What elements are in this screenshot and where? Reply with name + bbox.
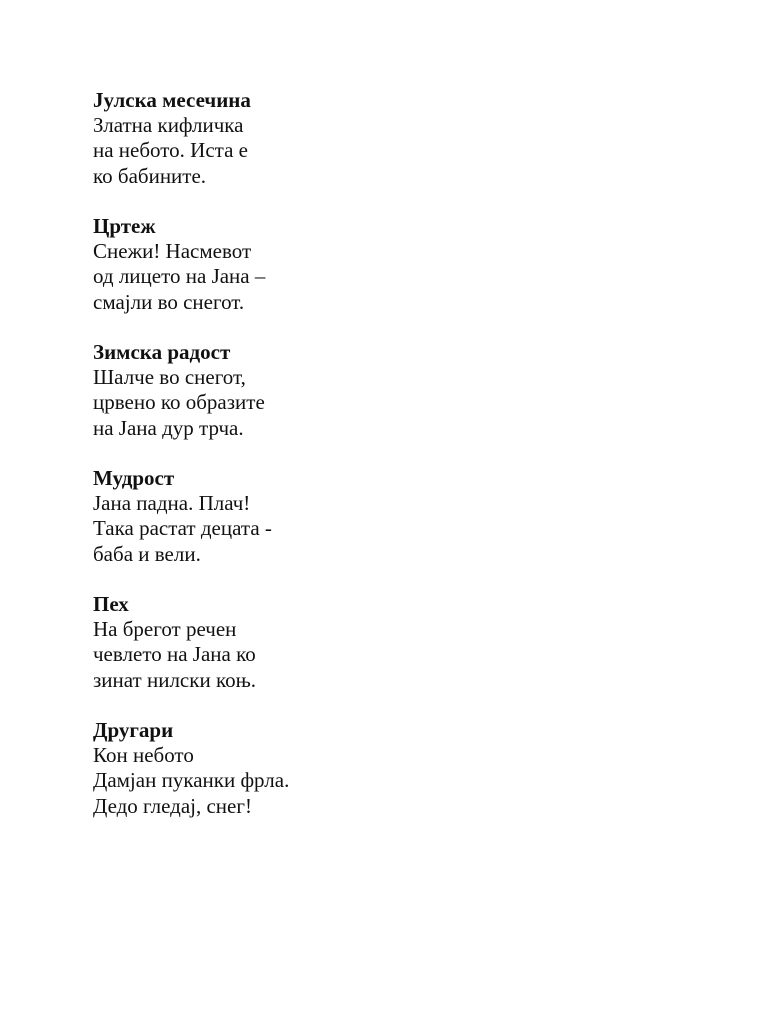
poem-line: Дамјан пуканки фрла. xyxy=(93,768,290,793)
poem-line: Шалче во снегот, xyxy=(93,365,246,390)
poem-title: Пех xyxy=(93,592,129,616)
poem-title: Зимска радост xyxy=(93,340,231,364)
poem-line: Јана падна. Плач! xyxy=(93,491,251,516)
poem-line: Снежи! Насмевот xyxy=(93,239,252,264)
poem-title: Мудрост xyxy=(93,466,175,490)
poem xyxy=(93,340,733,441)
poem xyxy=(93,214,733,315)
poem-line: чевлето на Јана ко xyxy=(93,642,256,667)
poem xyxy=(93,88,733,189)
poem xyxy=(93,466,733,567)
poem-line: од лицето на Јана – xyxy=(93,264,266,289)
poem-line: баба и вели. xyxy=(93,541,201,566)
poem-line: зинат нилски коњ. xyxy=(93,667,257,692)
poem-line: Дедо гледај, снег! xyxy=(93,793,252,818)
poem-line: смајли во снегот. xyxy=(93,289,245,314)
poem-line: Така растат децата - xyxy=(93,516,272,541)
poem-line: на Јана дур трча. xyxy=(93,415,244,440)
document-page xyxy=(93,88,733,844)
poem-line: ко бабините. xyxy=(93,163,207,188)
poem-line: Златна кифличка xyxy=(93,113,244,138)
poem-title: Јулска месечина xyxy=(93,88,251,112)
poem-line: Кон небото xyxy=(93,743,194,768)
poem xyxy=(93,718,733,819)
poem-title: Другари xyxy=(93,718,174,742)
poem-line: На брегот речен xyxy=(93,617,237,642)
poem-line: црвено ко образите xyxy=(93,390,265,415)
poem-title: Цртеж xyxy=(93,214,156,238)
poem xyxy=(93,592,733,693)
poem-line: на небото. Иста е xyxy=(93,138,248,163)
